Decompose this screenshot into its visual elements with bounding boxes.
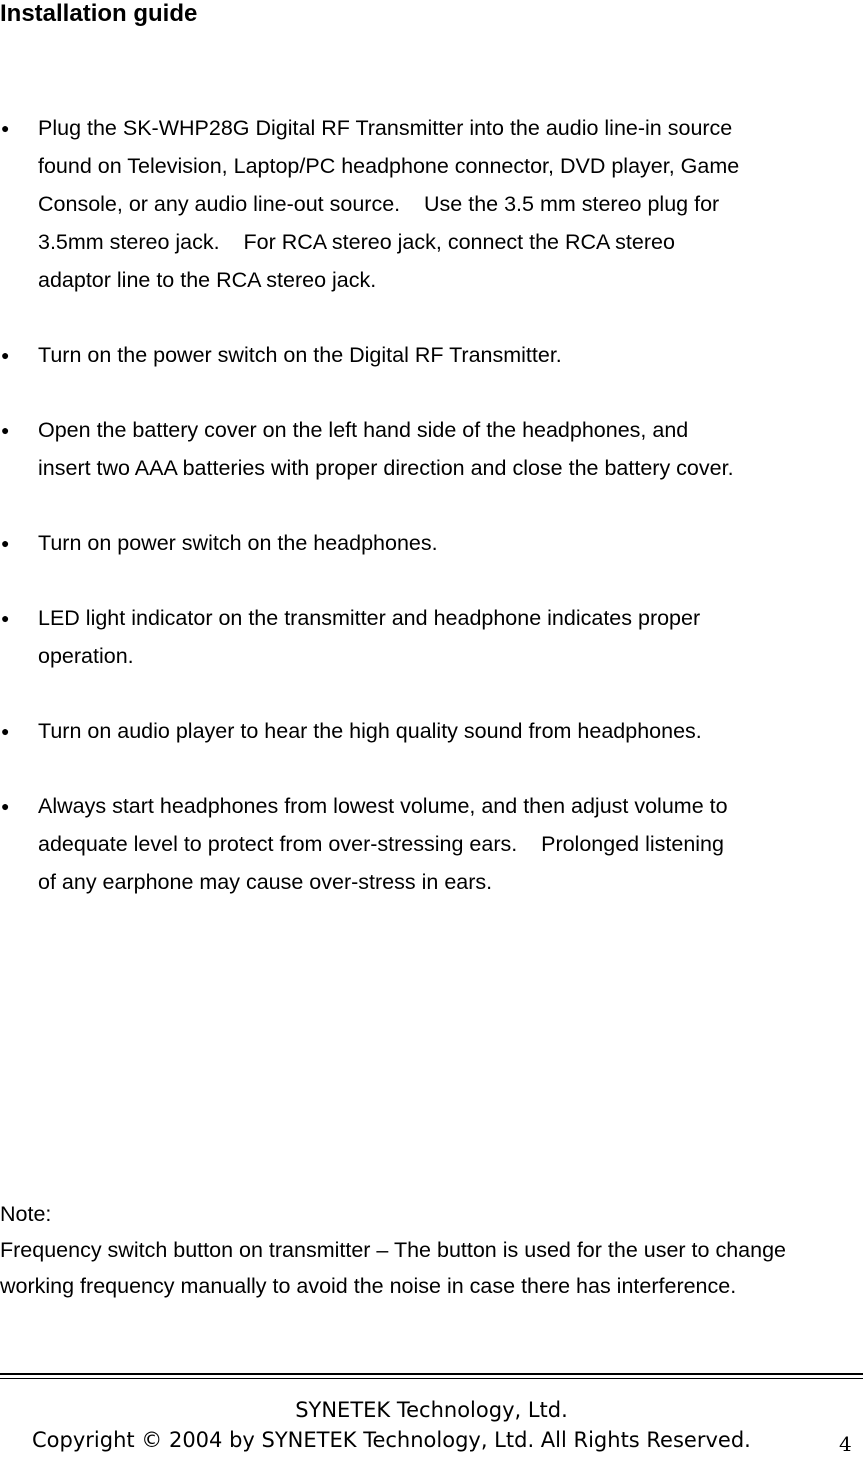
list-item xyxy=(0,336,863,374)
list-item xyxy=(0,524,863,562)
bullet-icon: ● xyxy=(1,535,10,551)
bullet-icon: ● xyxy=(1,723,10,739)
footer-copyright: Copyright © 2004 by SYNETEK Technology, Ltd. All Rights Reserved. xyxy=(32,1428,751,1452)
list-item-text: Turn on power switch on the headphones. xyxy=(38,531,438,555)
page-title: Installation guide xyxy=(0,0,198,27)
list-item xyxy=(0,599,863,675)
note-section xyxy=(0,1196,863,1304)
page-number: 4 xyxy=(839,1432,852,1456)
bullet-icon: ● xyxy=(1,120,10,136)
list-item xyxy=(0,109,863,299)
list-item xyxy=(0,411,863,487)
list-item-text: Always start headphones from lowest volume, and then adjust volume to adequate level to protect from over-stressing ears. Prolonged listening of any earphone may cause over-stress in ears. xyxy=(38,794,728,894)
note-text: Frequency switch button on transmitter – The button is used for the user to change working frequency manually to avoid the noise in case there has interference. xyxy=(0,1238,786,1298)
footer-company: SYNETEK Technology, Ltd. xyxy=(295,1398,568,1422)
footer-divider xyxy=(0,1373,863,1375)
note-label: Note: xyxy=(0,1202,52,1226)
instruction-list xyxy=(0,109,863,901)
list-item-text: Open the battery cover on the left hand side of the headphones, and insert two AAA batteries with proper direction and close the battery cover. xyxy=(38,418,734,480)
bullet-icon: ● xyxy=(1,610,10,626)
bullet-icon: ● xyxy=(1,347,10,363)
list-item xyxy=(0,787,863,901)
list-item-text: Turn on the power switch on the Digital RF Transmitter. xyxy=(38,343,562,367)
list-item-text: Turn on audio player to hear the high quality sound from headphones. xyxy=(38,719,702,743)
list-item-text: Plug the SK-WHP28G Digital RF Transmitter into the audio line-in source found on Television, Laptop/PC headphone connector, DVD player, Game Console, or any audio line-out source. Use the 3.5 mm stereo plug for 3.5mm stereo jack. For RCA stereo jack, connect the RCA stereo adaptor line to the RCA stereo jack. xyxy=(38,116,740,292)
list-item xyxy=(0,712,863,750)
bullet-icon: ● xyxy=(1,798,10,814)
footer-divider xyxy=(0,1378,863,1379)
list-item-text: LED light indicator on the transmitter and headphone indicates proper operation. xyxy=(38,606,701,668)
bullet-icon: ● xyxy=(1,422,10,438)
